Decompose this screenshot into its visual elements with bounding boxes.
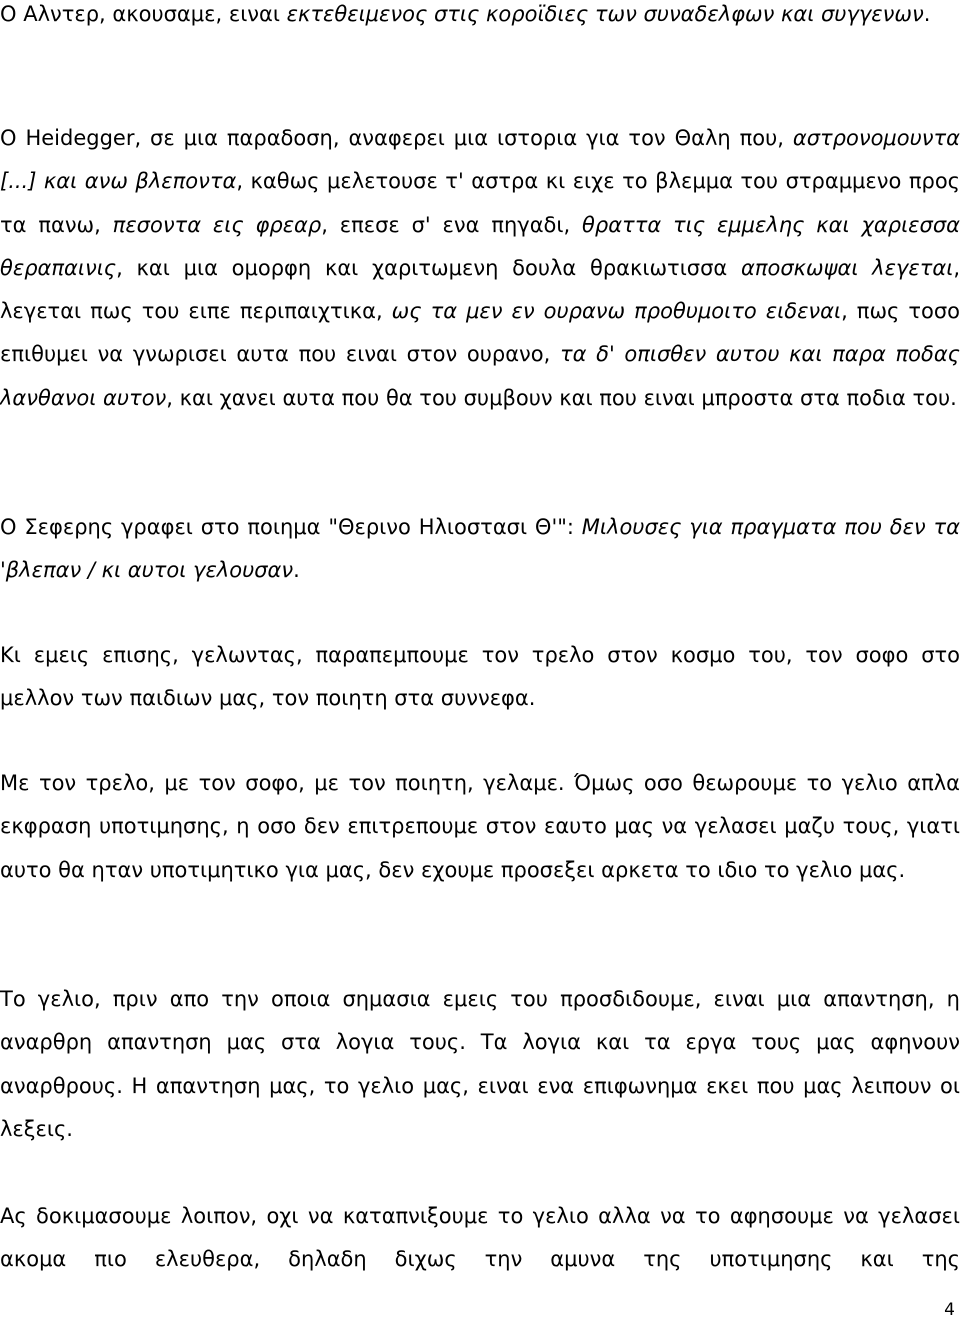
text-run: Ο Αλντερ, ακουσαμε, ειναι (0, 2, 287, 26)
paragraph-laughing-at (0, 762, 960, 892)
italic-quote: αστρονομουντα [...] και ανω βλεποντα (0, 126, 960, 194)
paragraph-alder (0, 0, 960, 36)
text-run: , πως τοσο επιθυμει να γνωρισει αυτα που ειναι στον ουρανο, (0, 299, 960, 367)
italic-quote: ως τα μεν εν ουρανω προθυμοιτο ειδεναι (391, 299, 842, 324)
italic-quote: τα δ' οπισθεν αυτου και παρα ποδας λανθανοι αυτον (0, 342, 960, 410)
text-run: Με τον τρελο, με τον σοφο, με τον ποιητη, γελαμε. Όμως οσο θεωρουμε το γελιο απλα εκφραση υποτιμησης, η οσο δεν επιτρεπουμε στον εαυτο μας να γελασει μαζυ τους, γιατι αυτο θα ηταν υποτιμητικο για μας, δεν εχουμε προσεξει αρκετα το ιδιο το γελιο μας. (0, 771, 960, 882)
text-run: , καθως μελετουσε τ' αστρα κι ειχε το βλεμμα του στραμμενο προς τα πανω, (0, 169, 960, 237)
text-run: , επεσε σ' ενα πηγαδι, (321, 212, 583, 237)
paragraph-seferis (0, 506, 960, 593)
text-run: Ο Heidegger, σε μια παραδοση, αναφερει μια ιστορια για τον Θαλη που, (0, 126, 793, 150)
text-run: , λεγεται πως του ειπε περιπαιχτικα, (0, 255, 960, 324)
text-run: Κι εμεις επισης, γελωντας, παραπεμπουμε τον τρελο στον κοσμο του, τον σοφο στο μελλον των παιδιων μας, τον ποιητη στα συννεφα. (0, 643, 960, 711)
text-run: . (293, 558, 300, 583)
text-run: Ο Σεφερης γραφει στο ποιημα "Θερινο Ηλιοστασι Θ'": (0, 515, 582, 539)
paragraph-laughter-answer (0, 978, 960, 1151)
italic-quote: πεσοντα εις φρεαρ (112, 212, 322, 237)
italic-quote: αποσκωψαι λεγεται (741, 255, 954, 280)
italic-quote: θραττα τις εμμελης και χαριεσσα θεραπαινις (0, 212, 960, 280)
text-run: . (923, 2, 931, 26)
paragraph-let-laugh (0, 1195, 960, 1282)
paragraph-madman-sage-poet (0, 634, 960, 721)
text-run: Ας δοκιμασουμε λοιπον, οχι να καταπνιξουμε το γελιο αλλα να το αφησουμε να γελασει ακομα πιο ελευθερα, δηλαδη διχως την αμυνα της υποτιμησης και της (0, 1204, 960, 1272)
text-run: Το γελιο, πριν απο την οποια σημασια εμεις του προσδιδουμε, ειναι μια απαντηση, η αναρθρη απαντηση μας στα λογια τους. Τα λογια και τα εργα τους μας αφηνουν αναρθρους. Η απαντηση μας, το γελιο μας, ειναι ενα επιφωνημα εκει που μας λειπουν οι λεξεις. (0, 987, 960, 1141)
page-number: 4 (944, 1300, 955, 1320)
paragraph-heidegger-thales (0, 117, 960, 420)
text-run: , και χανει αυτα που θα του συμβουν και που ειναι μπροστα στα ποδια του. (166, 385, 957, 410)
italic-quote: Μιλουσες για πραγματα που δεν τα 'βλεπαν / κι αυτοι γελουσαν (0, 515, 960, 583)
text-run: , και μια ομορφη και χαριτωμενη δουλα θρακιωτισσα (116, 255, 742, 280)
italic-quote: εκτεθειμενος στις κοροϊδιες των συναδελφων και συγγενων (286, 2, 924, 26)
